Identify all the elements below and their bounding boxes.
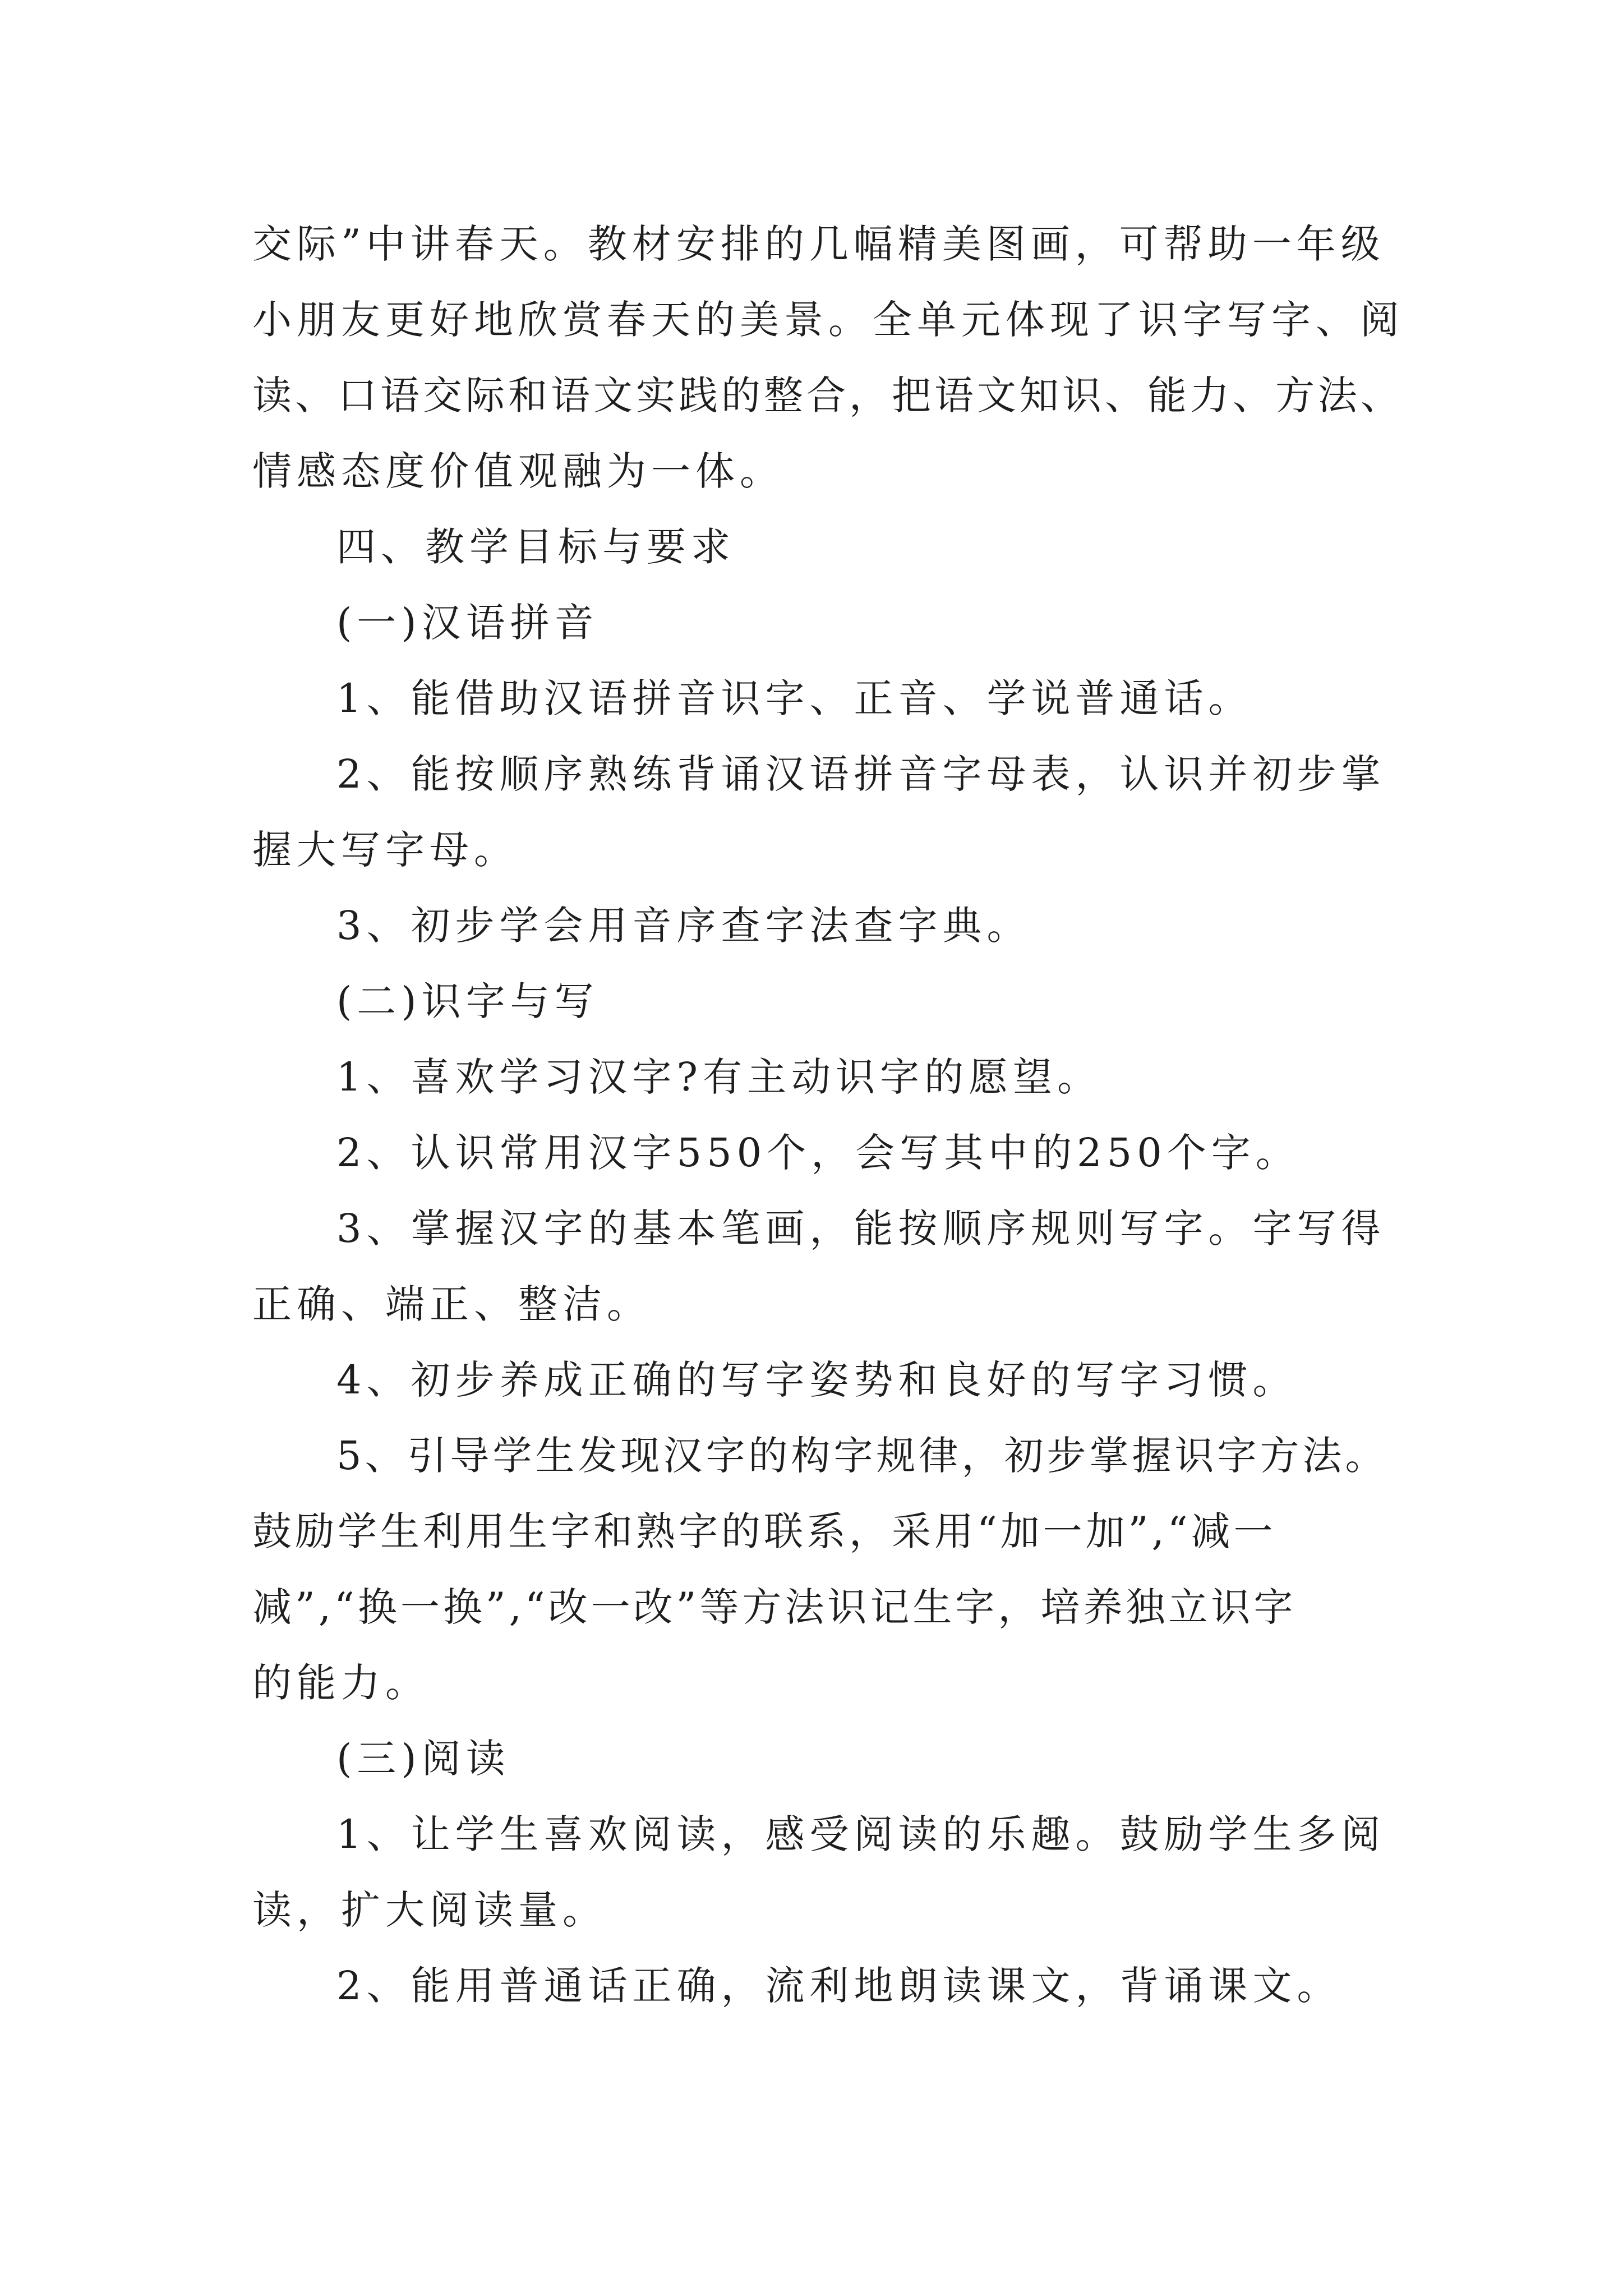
text-line: 读、口语交际和语文实践的整合，把语文知识、能力、方法、 xyxy=(252,372,1403,418)
subsection-heading: (一)汉语拼音 xyxy=(336,600,599,646)
text-line: 减”,“换一换”,“改一改”等方法识记生字，培养独立识字 xyxy=(252,1584,1297,1630)
list-item: 3、初步学会用音序查字法查字典。 xyxy=(336,903,1031,949)
list-item: 4、初步养成正确的写字姿势和良好的写字习惯。 xyxy=(336,1357,1297,1403)
text-line: 读，扩大阅读量。 xyxy=(252,1887,607,1933)
section-heading: 四、教学目标与要求 xyxy=(336,524,735,570)
text-line: 握大写字母。 xyxy=(252,827,518,873)
list-item: 2、能用普通话正确，流利地朗读课文，背诵课文。 xyxy=(336,1963,1341,2009)
list-item: 1、能借助汉语拼音识字、正音、学说普通话。 xyxy=(336,675,1253,721)
list-item: 2、能按顺序熟练背诵汉语拼音字母表，认识并初步掌 xyxy=(336,751,1386,797)
text-line: 情感态度价值观融为一体。 xyxy=(252,448,784,494)
text-line: 的能力。 xyxy=(252,1660,430,1706)
text-line: 正确、端正、整洁。 xyxy=(252,1281,651,1327)
list-item: 2、认识常用汉字550个，会写其中的250个字。 xyxy=(336,1130,1300,1176)
list-item: 5、引导学生发现汉字的构字规律，初步掌握识字方法。 xyxy=(336,1433,1388,1479)
text-line: 交际”中讲春天。教材安排的几幅精美图画，可帮助一年级 xyxy=(252,221,1385,267)
subsection-heading: (三)阅读 xyxy=(336,1736,510,1782)
list-item: 1、让学生喜欢阅读，感受阅读的乐趣。鼓励学生多阅 xyxy=(336,1811,1386,1857)
text-line: 鼓励学生利用生字和熟字的联系，采用“加一加”,“减一 xyxy=(252,1508,1276,1554)
list-item: 1、喜欢学习汉字?有主动识字的愿望。 xyxy=(336,1054,1102,1100)
text-line: 小朋友更好地欣赏春天的美景。全单元体现了识字写字、阅 xyxy=(252,297,1404,343)
list-item: 3、掌握汉字的基本笔画，能按顺序规则写字。字写得 xyxy=(336,1205,1386,1251)
subsection-heading: (二)识字与写 xyxy=(336,978,599,1024)
